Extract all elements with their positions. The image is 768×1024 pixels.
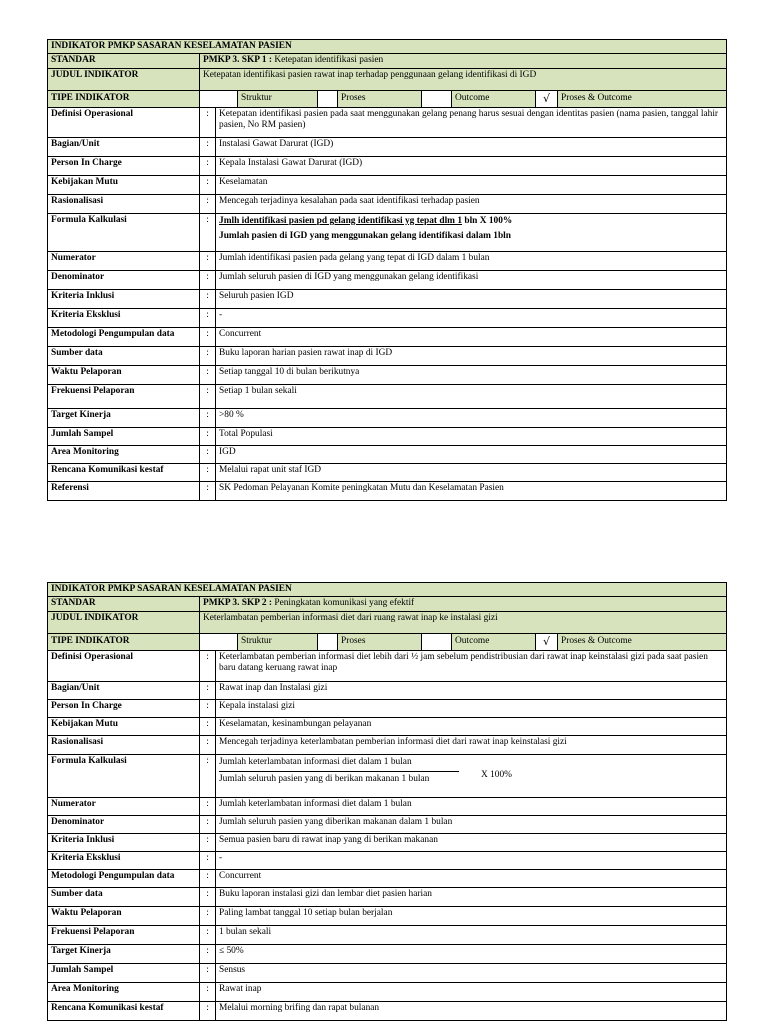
colon: : [200,463,216,481]
colon: : [200,925,216,944]
judul-value: Keterlambatan pemberian informasi diet dari ruang rawat inap ke instalasi gizi [200,611,727,633]
row-value: Jumlah seluruh pasien di IGD yang menggunakan gelang identifikasi [216,270,727,289]
row-label: Jumlah Sampel [48,427,200,445]
colon: : [200,735,216,754]
row-value: Mencegah terjadinya kesalahan pada saat identifikasi terhadap pasien [216,194,727,213]
row-label: Target Kinerja [48,944,200,963]
row-label: Metodologi Pengumpulan data [48,327,200,346]
row-label: Person In Charge [48,156,200,175]
tipe-option-proses: Proses [338,633,422,650]
tipe-box-proses [318,633,338,650]
row-label: Denominator [48,815,200,833]
row-label: Area Monitoring [48,445,200,463]
row-label: Waktu Pelaporan [48,365,200,384]
row-value: Rawat inap [216,982,727,1001]
formula-numerator: Jmlh identifikasi pasien pd gelang identifikasi yg tepat dlm 1 [219,215,463,226]
colon: : [200,270,216,289]
row-value: Instalasi Gawat Darurat (IGD) [216,137,727,156]
table-title: INDIKATOR PMKP SASARAN KESELAMATAN PASIEN [48,40,727,54]
standar-value: PMKP 3. SKP 2 : Peningkatan komunikasi yang efektif [200,597,727,611]
fraction-line [219,771,459,772]
standar-label: STANDAR [48,54,200,68]
check-icon: √ [536,90,558,107]
colon: : [200,1001,216,1020]
row-value: IGD [216,445,727,463]
row-label: Frekuensi Pelaporan [48,384,200,408]
row-value: Total Populasi [216,427,727,445]
row-value: Setiap tanggal 10 di bulan berikutnya [216,365,727,384]
row-value: Jumlah seluruh pasien yang diberikan makanan dalam 1 bulan [216,815,727,833]
row-label: Definisi Operasional [48,107,200,137]
colon: : [200,213,216,251]
row-label: Sumber data [48,887,200,906]
judul-label: JUDUL INDIKATOR [48,611,200,633]
row-value: Sensus [216,963,727,982]
colon: : [200,289,216,308]
row-label: Sumber data [48,346,200,365]
colon: : [200,650,216,681]
row-label: Bagian/Unit [48,681,200,699]
row-value: Semua pasien baru di rawat inap yang di berikan makanan [216,833,727,851]
colon: : [200,408,216,427]
row-value: 1 bulan sekali [216,925,727,944]
row-value: SK Pedoman Pelayanan Komite peningkatan Mutu dan Keselamatan Pasien [216,481,727,500]
row-label: Metodologi Pengumpulan data [48,869,200,887]
row-label: Rasionalisasi [48,194,200,213]
colon: : [200,944,216,963]
formula-multiplier: X 100% [481,769,512,780]
colon: : [200,815,216,833]
row-label: Rasionalisasi [48,735,200,754]
colon: : [200,384,216,408]
tipe-option-outcome: Outcome [452,633,536,650]
row-value: Seluruh pasien IGD [216,289,727,308]
tipe-option-struktur: Struktur [238,90,318,107]
row-value: Keterlambatan pemberian informasi diet lebih dari ½ jam sebelum pendistribusian dari rawat inap keinstalasi gizi pada saat pasien baru datang keruang rawat inap [216,650,727,681]
standar-value: PMKP 3. SKP 1 : Ketepatan identifikasi pasien [200,54,727,68]
row-label: Denominator [48,270,200,289]
tipe-option-struktur: Struktur [238,633,318,650]
row-value: Melalui rapat unit staf IGD [216,463,727,481]
row-label: Rencana Komunikasi kestaf [48,463,200,481]
row-label: Waktu Pelaporan [48,906,200,925]
tipe-label: TIPE INDIKATOR [48,633,200,650]
judul-label: JUDUL INDIKATOR [48,68,200,90]
row-value: Ketepatan identifikasi pasien pada saat menggunakan gelang penang harus sesuai dengan identitas pasien (nama pasien, tanggal lahir pasien, No RM pasien) [216,107,727,137]
formula-numerator: Jumlah keterlambatan informasi diet dalam 1 bulan [219,756,412,767]
tipe-box-proses [318,90,338,107]
tipe-option-proses-outcome: Proses & Outcome [558,90,727,107]
row-value: ≤ 50% [216,944,727,963]
colon: : [200,137,216,156]
colon: : [200,427,216,445]
colon: : [200,156,216,175]
formula-multiplier: bln X 100% [462,215,513,226]
row-value: Kepala Instalasi Gawat Darurat (IGD) [216,156,727,175]
row-label: Kriteria Inklusi [48,833,200,851]
formula-label: Formula Kalkulasi [48,754,200,797]
tipe-box-outcome [422,90,452,107]
row-label: Kriteria Eksklusi [48,851,200,869]
tipe-label: TIPE INDIKATOR [48,90,200,107]
row-value: Paling lambat tanggal 10 setiap bulan berjalan [216,906,727,925]
colon: : [200,906,216,925]
standar-label: STANDAR [48,597,200,611]
colon: : [200,717,216,735]
colon: : [200,797,216,815]
row-value: Buku laporan harian pasien rawat inap di IGD [216,346,727,365]
formula-value [216,213,727,251]
row-value: Setiap 1 bulan sekali [216,384,727,408]
colon: : [200,699,216,717]
row-value: Melalui morning brifing dan rapat bulanan [216,1001,727,1020]
tipe-option-proses: Proses [338,90,422,107]
row-label: Frekuensi Pelaporan [48,925,200,944]
colon: : [200,851,216,869]
row-value: Kepala instalasi gizi [216,699,727,717]
row-label: Bagian/Unit [48,137,200,156]
row-value: Keselamatan, kesinambungan pelayanan [216,717,727,735]
row-label: Kriteria Eksklusi [48,308,200,327]
row-label: Rencana Komunikasi kestaf [48,1001,200,1020]
formula-value [216,754,727,797]
judul-value: Ketepatan identifikasi pasien rawat inap terhadap penggunaan gelang identifikasi di IGD [200,68,727,90]
row-label: Kebijakan Mutu [48,717,200,735]
row-label: Kriteria Inklusi [48,289,200,308]
row-label: Area Monitoring [48,982,200,1001]
row-label: Definisi Operasional [48,650,200,681]
row-value: >80 % [216,408,727,427]
row-value: Rawat inap dan Instalasi gizi [216,681,727,699]
row-label: Referensi [48,481,200,500]
colon: : [200,833,216,851]
table-title: INDIKATOR PMKP SASARAN KESELAMATAN PASIEN [48,583,727,597]
tipe-box-struktur [200,90,238,107]
row-label: Person In Charge [48,699,200,717]
row-value: Concurrent [216,327,727,346]
formula-label: Formula Kalkulasi [48,213,200,251]
row-label: Target Kinerja [48,408,200,427]
row-value: Buku laporan instalasi gizi dan lembar diet pasien harian [216,887,727,906]
tipe-option-proses-outcome: Proses & Outcome [558,633,727,650]
row-value: - [216,308,727,327]
colon: : [200,445,216,463]
row-value: Jumlah keterlambatan informasi diet dalam 1 bulan [216,797,727,815]
colon: : [200,251,216,270]
formula-denominator: Jumlah pasien di IGD yang menggunakan gelang identifikasi dalam 1bln [219,231,512,242]
indicator-table-skp1 [47,39,726,501]
row-value: Jumlah identifikasi pasien pada gelang yang tepat di IGD dalam 1 bulan [216,251,727,270]
colon: : [200,327,216,346]
colon: : [200,346,216,365]
row-value: Mencegah terjadinya keterlambatan pemberian informasi diet dari rawat inap keinstalasi gizi [216,735,727,754]
colon: : [200,681,216,699]
tipe-box-struktur [200,633,238,650]
formula-denominator: Jumlah seluruh pasien yang di berikan makanan 1 bulan [219,774,430,785]
row-value: - [216,851,727,869]
colon: : [200,175,216,194]
colon: : [200,107,216,137]
colon: : [200,963,216,982]
row-label: Numerator [48,797,200,815]
row-value: Concurrent [216,869,727,887]
colon: : [200,754,216,797]
colon: : [200,982,216,1001]
tipe-option-outcome: Outcome [452,90,536,107]
row-label: Jumlah Sampel [48,963,200,982]
colon: : [200,869,216,887]
colon: : [200,365,216,384]
colon: : [200,194,216,213]
colon: : [200,887,216,906]
row-label: Numerator [48,251,200,270]
row-value: Keselamatan [216,175,727,194]
tipe-box-outcome [422,633,452,650]
indicator-table-skp2 [47,582,726,1021]
row-label: Kebijakan Mutu [48,175,200,194]
colon: : [200,481,216,500]
colon: : [200,308,216,327]
check-icon: √ [536,633,558,650]
